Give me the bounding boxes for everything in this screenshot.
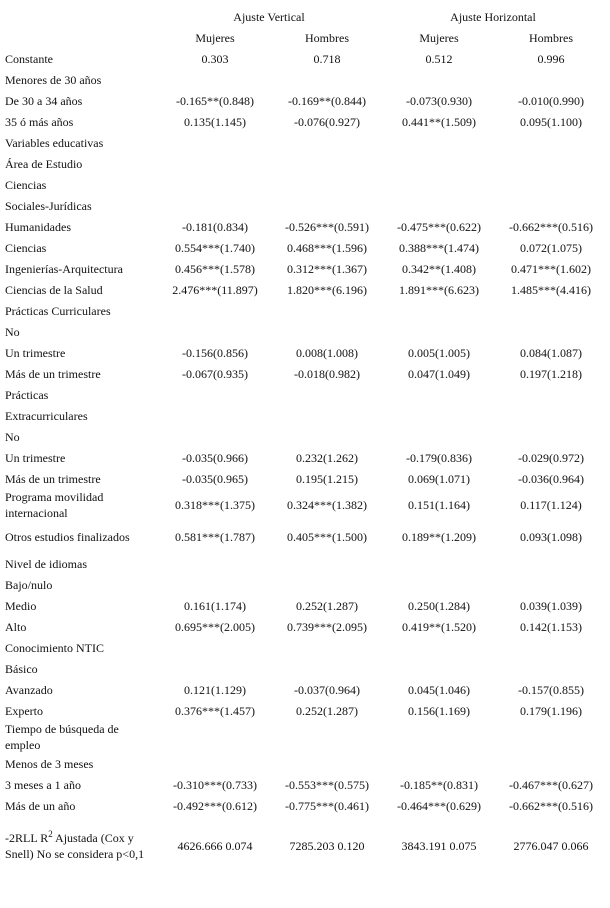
- cell-hombres-vertical: 0.252(1.287): [296, 703, 358, 718]
- row-label: Humanidades: [5, 219, 71, 234]
- regression-table: [5, 6, 605, 876]
- row-label: Constante: [5, 51, 53, 66]
- row-label: Un trimestre: [5, 450, 66, 465]
- row-label: Extracurriculares: [5, 408, 88, 423]
- cell-hombres-horizontal: -0.036(0.964): [518, 471, 584, 486]
- cell-mujeres-horizontal: [381, 426, 497, 447]
- cell-hombres-vertical: -0.018(0.982): [294, 366, 360, 381]
- row-label: Prácticas Curriculares: [5, 303, 111, 318]
- cell-mujeres-vertical: [157, 174, 273, 195]
- row-label: 3 meses a 1 año: [5, 777, 81, 792]
- row-label: Ciencias: [5, 177, 47, 192]
- cell-hombres-vertical: 0.468***(1.596): [287, 240, 367, 255]
- cell-hombres-horizontal: 1.485***(4.416): [511, 282, 591, 297]
- cell-hombres-vertical: [273, 300, 381, 321]
- row-label: Nivel de idiomas: [5, 556, 87, 571]
- cell-hombres-horizontal: -0.467***(0.627): [509, 777, 593, 792]
- cell-mujeres-horizontal: [381, 637, 497, 658]
- table-row: [5, 321, 605, 342]
- table-row: [5, 132, 605, 153]
- cell-mujeres-vertical: -0.181(0.834): [182, 219, 248, 234]
- table-row: [5, 237, 605, 258]
- row-label: Medio: [5, 598, 37, 613]
- table-row: [5, 658, 605, 679]
- row-label: Básico: [5, 661, 38, 676]
- fit-label-sup: 2: [48, 829, 53, 839]
- cell-mujeres-horizontal: 0.250(1.284): [408, 598, 470, 613]
- cell-mujeres-vertical: -0.067(0.935): [182, 366, 248, 381]
- cell-mujeres-horizontal: [381, 574, 497, 595]
- group-header-row: [5, 6, 605, 27]
- row-label: Ingenierías-Arquitectura: [5, 261, 123, 276]
- cell-hombres-horizontal: -0.029(0.972): [518, 450, 584, 465]
- cell-hombres-vertical: [273, 553, 381, 574]
- row-label: Menores de 30 años: [5, 72, 102, 87]
- sub-header-mujeres-horizontal: Mujeres: [419, 30, 459, 45]
- cell-hombres-vertical: 0.405***(1.500): [287, 530, 367, 544]
- fit-statistics-row: [5, 816, 605, 876]
- row-label: Área de Estudio: [5, 156, 83, 171]
- row-label: Más de un trimestre: [5, 471, 101, 486]
- cell-hombres-horizontal: [497, 405, 605, 426]
- table-body: [5, 48, 605, 816]
- cell-hombres-horizontal: 0.093(1.098): [520, 530, 582, 544]
- row-label: Programa movilidad internacional: [5, 490, 104, 520]
- cell-hombres-horizontal: [497, 69, 605, 90]
- cell-mujeres-vertical: 0.161(1.174): [184, 598, 246, 613]
- cell-mujeres-vertical: 2.476***(11.897): [172, 282, 258, 297]
- table-row: [5, 468, 605, 489]
- cell-mujeres-vertical: -0.310***(0.733): [173, 777, 257, 792]
- cell-mujeres-horizontal: -0.185**(0.831): [400, 777, 478, 792]
- cell-hombres-vertical: [273, 658, 381, 679]
- table-row: [5, 489, 605, 521]
- cell-hombres-vertical: -0.553***(0.575): [285, 777, 369, 792]
- cell-mujeres-horizontal: -0.179(0.836): [406, 450, 472, 465]
- cell-mujeres-horizontal: [381, 721, 497, 753]
- cell-hombres-vertical: 0.739***(2.095): [287, 619, 367, 634]
- cell-mujeres-vertical: -0.035(0.966): [182, 450, 248, 465]
- table-head: [5, 6, 605, 48]
- cell-hombres-horizontal: 0.197(1.218): [520, 366, 582, 381]
- table-row: [5, 616, 605, 637]
- cell-hombres-vertical: 0.312***(1.367): [287, 261, 367, 276]
- cell-hombres-horizontal: [497, 574, 605, 595]
- cell-hombres-vertical: -0.526***(0.591): [285, 219, 369, 234]
- cell-hombres-horizontal: -0.662***(0.516): [509, 798, 593, 813]
- cell-hombres-horizontal: 0.117(1.124): [520, 498, 582, 512]
- cell-mujeres-vertical: [157, 753, 273, 774]
- table-row: [5, 574, 605, 595]
- cell-hombres-horizontal: 0.072(1.075): [520, 240, 582, 255]
- row-label: Ciencias de la Salud: [5, 282, 103, 297]
- cell-mujeres-vertical: [157, 574, 273, 595]
- cell-mujeres-vertical: 0.554***(1.740): [175, 240, 255, 255]
- cell-mujeres-horizontal: 0.419**(1.520): [402, 619, 476, 634]
- row-label: Más de un trimestre: [5, 366, 101, 381]
- header-corner: [5, 27, 157, 48]
- header-corner: [5, 6, 157, 27]
- cell-mujeres-vertical: -0.492***(0.612): [173, 798, 257, 813]
- cell-hombres-vertical: 0.324***(1.382): [287, 498, 367, 512]
- table-row: [5, 174, 605, 195]
- row-label: Prácticas: [5, 387, 49, 402]
- cell-mujeres-vertical: 0.121(1.129): [184, 682, 246, 697]
- table-row: [5, 69, 605, 90]
- table-row: [5, 774, 605, 795]
- table-row: [5, 447, 605, 468]
- cell-hombres-horizontal: [497, 195, 605, 216]
- row-label: Bajo/nulo: [5, 577, 53, 592]
- cell-hombres-vertical: -0.169**(0.844): [288, 93, 366, 108]
- cell-hombres-vertical: -0.076(0.927): [294, 114, 360, 129]
- cell-mujeres-vertical: 0.456***(1.578): [175, 261, 255, 276]
- table-row: [5, 721, 605, 753]
- cell-hombres-horizontal: [497, 300, 605, 321]
- cell-mujeres-vertical: 0.303: [201, 51, 229, 66]
- cell-mujeres-horizontal: [381, 174, 497, 195]
- cell-hombres-horizontal: 0.039(1.039): [520, 598, 582, 613]
- cell-hombres-horizontal: -0.662***(0.516): [509, 219, 593, 234]
- cell-mujeres-horizontal: [381, 405, 497, 426]
- cell-mujeres-vertical: [157, 300, 273, 321]
- cell-mujeres-horizontal: 0.045(1.046): [408, 682, 470, 697]
- cell-mujeres-horizontal: 0.189**(1.209): [402, 530, 476, 544]
- cell-mujeres-vertical: [157, 553, 273, 574]
- row-label: Menos de 3 meses: [5, 756, 94, 771]
- cell-hombres-horizontal: [497, 753, 605, 774]
- table-row: [5, 753, 605, 774]
- row-label: 35 ó más años: [5, 114, 74, 129]
- cell-hombres-horizontal: 0.471***(1.602): [511, 261, 591, 276]
- cell-mujeres-vertical: -0.035(0.965): [182, 471, 248, 486]
- table-row: [5, 521, 605, 553]
- table-row: [5, 153, 605, 174]
- cell-mujeres-vertical: -0.156(0.856): [182, 345, 248, 360]
- table-row: [5, 595, 605, 616]
- row-label: Sociales-Jurídicas: [5, 198, 92, 213]
- table-row: [5, 195, 605, 216]
- table-row: [5, 216, 605, 237]
- cell-mujeres-vertical: 0.695***(2.005): [175, 619, 255, 634]
- cell-mujeres-horizontal: [381, 658, 497, 679]
- cell-mujeres-horizontal: -0.475***(0.622): [397, 219, 481, 234]
- cell-hombres-horizontal: [497, 553, 605, 574]
- cell-hombres-vertical: -0.037(0.964): [294, 682, 360, 697]
- cell-hombres-horizontal: [497, 721, 605, 753]
- table-row: [5, 363, 605, 384]
- row-label: Conocimiento NTIC: [5, 640, 104, 655]
- cell-mujeres-vertical: [157, 637, 273, 658]
- cell-mujeres-horizontal: [381, 69, 497, 90]
- table-row: [5, 700, 605, 721]
- table-row: [5, 553, 605, 574]
- cell-mujeres-horizontal: [381, 384, 497, 405]
- cell-hombres-horizontal: [497, 174, 605, 195]
- cell-hombres-vertical: 1.820***(6.196): [287, 282, 367, 297]
- cell-hombres-horizontal: 0.095(1.100): [520, 114, 582, 129]
- fit-value-hombres-horizontal: 2776.047 0.066: [513, 839, 589, 853]
- cell-hombres-vertical: [273, 195, 381, 216]
- cell-mujeres-horizontal: [381, 753, 497, 774]
- cell-hombres-vertical: -0.775***(0.461): [285, 798, 369, 813]
- cell-mujeres-vertical: 0.581***(1.787): [175, 530, 255, 544]
- table-row: [5, 258, 605, 279]
- cell-hombres-vertical: [273, 637, 381, 658]
- sub-header-hombres-vertical: Hombres: [305, 30, 349, 45]
- cell-hombres-horizontal: 0.179(1.196): [520, 703, 582, 718]
- cell-hombres-vertical: 0.195(1.215): [296, 471, 358, 486]
- cell-hombres-vertical: [273, 574, 381, 595]
- cell-hombres-horizontal: 0.084(1.087): [520, 345, 582, 360]
- fit-label-pre: -2RLL R: [5, 831, 49, 845]
- cell-hombres-horizontal: -0.010(0.990): [518, 93, 584, 108]
- cell-mujeres-vertical: [157, 721, 273, 753]
- table-row: [5, 426, 605, 447]
- row-label: De 30 a 34 años: [5, 93, 83, 108]
- table-row: [5, 342, 605, 363]
- cell-mujeres-vertical: [157, 195, 273, 216]
- table-row: [5, 795, 605, 816]
- row-label: Otros estudios finalizados: [5, 530, 130, 544]
- cell-mujeres-horizontal: -0.073(0.930): [406, 93, 472, 108]
- table-row: [5, 90, 605, 111]
- cell-mujeres-vertical: 0.376***(1.457): [175, 703, 255, 718]
- sub-header-row: [5, 27, 605, 48]
- cell-hombres-horizontal: [497, 321, 605, 342]
- row-label: Ciencias: [5, 240, 47, 255]
- cell-mujeres-vertical: 0.318***(1.375): [175, 498, 255, 512]
- table-row: [5, 111, 605, 132]
- row-label: Un trimestre: [5, 345, 66, 360]
- cell-mujeres-horizontal: 0.069(1.071): [408, 471, 470, 486]
- row-label: Más de un año: [5, 798, 76, 813]
- cell-mujeres-vertical: -0.165**(0.848): [176, 93, 254, 108]
- cell-mujeres-horizontal: [381, 300, 497, 321]
- cell-hombres-vertical: [273, 721, 381, 753]
- cell-hombres-vertical: [273, 132, 381, 153]
- cell-mujeres-horizontal: [381, 553, 497, 574]
- table-row: [5, 48, 605, 69]
- sub-header-mujeres-vertical: Mujeres: [195, 30, 235, 45]
- fit-label-post: Ajustada (Cox y Snell) No se considera p<0,1: [5, 831, 145, 861]
- cell-hombres-vertical: [273, 69, 381, 90]
- cell-hombres-horizontal: [497, 153, 605, 174]
- table-row: [5, 405, 605, 426]
- cell-hombres-vertical: [273, 153, 381, 174]
- cell-hombres-horizontal: 0.996: [537, 51, 565, 66]
- cell-hombres-horizontal: [497, 132, 605, 153]
- cell-hombres-horizontal: -0.157(0.855): [518, 682, 584, 697]
- cell-mujeres-horizontal: 1.891***(6.623): [399, 282, 479, 297]
- cell-hombres-horizontal: [497, 658, 605, 679]
- cell-hombres-vertical: [273, 174, 381, 195]
- row-label: No: [5, 429, 20, 444]
- cell-mujeres-vertical: [157, 426, 273, 447]
- row-label: Alto: [5, 619, 27, 634]
- cell-mujeres-vertical: [157, 405, 273, 426]
- cell-mujeres-vertical: 0.135(1.145): [184, 114, 246, 129]
- cell-hombres-vertical: [273, 426, 381, 447]
- cell-mujeres-horizontal: -0.464***(0.629): [397, 798, 481, 813]
- row-label: No: [5, 324, 20, 339]
- cell-mujeres-vertical: [157, 69, 273, 90]
- cell-hombres-vertical: 0.252(1.287): [296, 598, 358, 613]
- sub-header-hombres-horizontal: Hombres: [529, 30, 573, 45]
- cell-mujeres-horizontal: [381, 153, 497, 174]
- cell-mujeres-vertical: [157, 132, 273, 153]
- cell-mujeres-horizontal: 0.156(1.169): [408, 703, 470, 718]
- cell-mujeres-horizontal: [381, 195, 497, 216]
- cell-mujeres-vertical: [157, 153, 273, 174]
- cell-mujeres-horizontal: 0.342**(1.408): [402, 261, 476, 276]
- cell-hombres-horizontal: [497, 384, 605, 405]
- group-header-horizontal: Ajuste Horizontal: [450, 9, 536, 24]
- cell-mujeres-vertical: [157, 658, 273, 679]
- cell-hombres-vertical: 0.008(1.008): [296, 345, 358, 360]
- fit-statistics-label: [5, 816, 157, 876]
- table-row: [5, 384, 605, 405]
- cell-mujeres-vertical: [157, 321, 273, 342]
- table-row: [5, 300, 605, 321]
- table-foot: [5, 816, 605, 876]
- row-label: Tiempo de búsqueda de empleo: [5, 722, 119, 752]
- cell-hombres-vertical: [273, 405, 381, 426]
- cell-hombres-vertical: [273, 753, 381, 774]
- table-row: [5, 637, 605, 658]
- cell-hombres-vertical: 0.718: [313, 51, 341, 66]
- cell-mujeres-vertical: [157, 384, 273, 405]
- table-row: [5, 679, 605, 700]
- row-label: Variables educativas: [5, 135, 104, 150]
- cell-mujeres-horizontal: 0.388***(1.474): [399, 240, 479, 255]
- row-label: Avanzado: [5, 682, 53, 697]
- cell-hombres-horizontal: 0.142(1.153): [520, 619, 582, 634]
- group-header-vertical: Ajuste Vertical: [233, 9, 305, 24]
- cell-hombres-horizontal: [497, 426, 605, 447]
- fit-value-hombres-vertical: 7285.203 0.120: [289, 839, 365, 853]
- cell-mujeres-horizontal: 0.441**(1.509): [402, 114, 476, 129]
- cell-mujeres-horizontal: 0.151(1.164): [408, 498, 470, 512]
- table-row: [5, 279, 605, 300]
- cell-hombres-vertical: [273, 321, 381, 342]
- cell-hombres-vertical: 0.232(1.262): [296, 450, 358, 465]
- cell-hombres-horizontal: [497, 637, 605, 658]
- fit-value-mujeres-vertical: 4626.666 0.074: [177, 839, 253, 853]
- cell-hombres-vertical: [273, 384, 381, 405]
- cell-mujeres-horizontal: 0.047(1.049): [408, 366, 470, 381]
- row-label: Experto: [5, 703, 43, 718]
- cell-mujeres-horizontal: 0.005(1.005): [408, 345, 470, 360]
- fit-value-mujeres-horizontal: 3843.191 0.075: [401, 839, 477, 853]
- cell-mujeres-horizontal: 0.512: [425, 51, 453, 66]
- cell-mujeres-horizontal: [381, 321, 497, 342]
- cell-mujeres-horizontal: [381, 132, 497, 153]
